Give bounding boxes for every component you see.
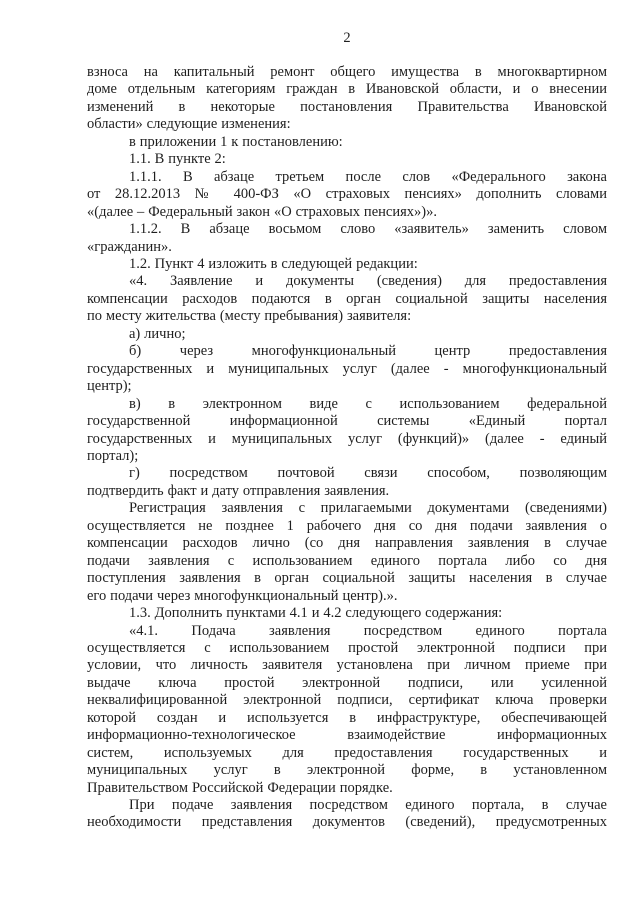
text-line: 1.2. Пункт 4 изложить в следующей редакции: <box>129 255 418 272</box>
paragraph <box>87 273 607 325</box>
text-line: государственной информационной системы «Единый портал <box>87 413 607 430</box>
text-line: государственных и муниципальных услуг (функций)» (далее - единый <box>87 430 607 447</box>
paragraph <box>87 151 607 168</box>
text-line: информационно-технологическое взаимодействие информационных <box>87 727 607 744</box>
text-line: выдаче ключа простой электронной подписи, или усиленной <box>87 674 607 691</box>
text-line: Регистрация заявления с прилагаемыми документами (сведениями) <box>129 500 607 517</box>
paragraph <box>87 343 607 395</box>
text-line: условии, что личность заявителя установлена при личном приеме при <box>87 657 607 674</box>
text-line: «4.1. Подача заявления посредством единого портала <box>129 622 607 639</box>
text-line: в) в электронном виде с использованием федеральной <box>129 395 607 412</box>
text-line: портал); <box>87 447 139 464</box>
paragraph <box>87 134 607 151</box>
text-line: «(далее – Федеральный закон «О страховых пенсиях»)». <box>87 203 437 220</box>
text-line: его подачи через многофункциональный центр).». <box>87 587 398 604</box>
text-line: систем, используемых для предоставления государственных и <box>87 744 607 761</box>
text-line: поступления заявления в орган социальной защиты населения в случае <box>87 570 607 587</box>
paragraph <box>87 797 607 832</box>
text-line: изменений в некоторые постановления Правительства Ивановской <box>87 98 607 115</box>
text-line: неквалифицированной электронной подписи, сертификат ключа проверки <box>87 692 607 709</box>
text-line: «гражданин». <box>87 238 172 255</box>
paragraph <box>87 623 607 798</box>
paragraph <box>87 64 607 134</box>
paragraph <box>87 465 607 500</box>
text-line: необходимости представления документов (сведений), предусмотренных <box>87 814 607 831</box>
paragraph <box>87 396 607 466</box>
document-text-block <box>87 64 607 832</box>
text-line: которой создан и используется в инфраструктуре, обеспечивающей <box>87 709 607 726</box>
text-line: 1.1.2. В абзаце восьмом слово «заявитель» заменить словом <box>129 221 607 238</box>
text-line: «4. Заявление и документы (сведения) для предоставления <box>129 273 607 290</box>
text-line: компенсации расходов подаются в орган социальной защиты населения <box>87 290 607 307</box>
paragraph <box>87 256 607 273</box>
text-line: государственных и муниципальных услуг (далее - многофункциональный <box>87 360 607 377</box>
text-line: взноса на капитальный ремонт общего имущества в многоквартирном <box>87 64 607 80</box>
text-line: центр); <box>87 378 132 395</box>
text-line: осуществляется не позднее 1 рабочего дня со дня подачи заявления о <box>87 517 607 534</box>
text-line: компенсации расходов лично (со дня направления заявления в случае <box>87 535 607 552</box>
text-line: области» следующие изменения: <box>87 116 291 133</box>
text-line: При подаче заявления посредством единого портала, в случае <box>129 797 607 814</box>
text-line: Правительством Российской Федерации порядке. <box>87 779 393 796</box>
paragraph <box>87 605 607 622</box>
text-line: осуществляется с использованием простой электронной подписи при <box>87 639 607 656</box>
paragraph <box>87 221 607 256</box>
text-line: по месту жительства (месту пребывания) заявителя: <box>87 308 412 325</box>
paragraph <box>87 326 607 343</box>
text-line: муниципальных услуг в электронной форме, в установленном <box>87 762 607 779</box>
text-line: б) через многофункциональный центр предоставления <box>129 343 607 360</box>
text-line: 1.1.1. В абзаце третьем после слов «Федерального закона <box>129 168 607 185</box>
text-line: подтвердить факт и дату отправления заявления. <box>87 482 390 499</box>
page-number: 2 <box>343 30 351 46</box>
text-line: в приложении 1 к постановлению: <box>129 133 343 150</box>
text-line: 1.1. В пункте 2: <box>129 151 226 168</box>
text-line: от 28.12.2013 № 400-ФЗ «О страховых пенсиях» дополнить словами <box>87 186 607 203</box>
paragraph <box>87 500 607 605</box>
text-line: подачи заявления с использованием единого портала либо со дня <box>87 552 607 569</box>
text-line: доме отдельным категориям граждан в Ивановской области, и о внесении <box>87 81 607 98</box>
text-line: 1.3. Дополнить пунктами 4.1 и 4.2 следующего содержания: <box>129 605 503 622</box>
text-line: г) посредством почтовой связи способом, позволяющим <box>129 465 607 482</box>
text-line: а) лично; <box>129 325 186 342</box>
paragraph <box>87 169 607 221</box>
